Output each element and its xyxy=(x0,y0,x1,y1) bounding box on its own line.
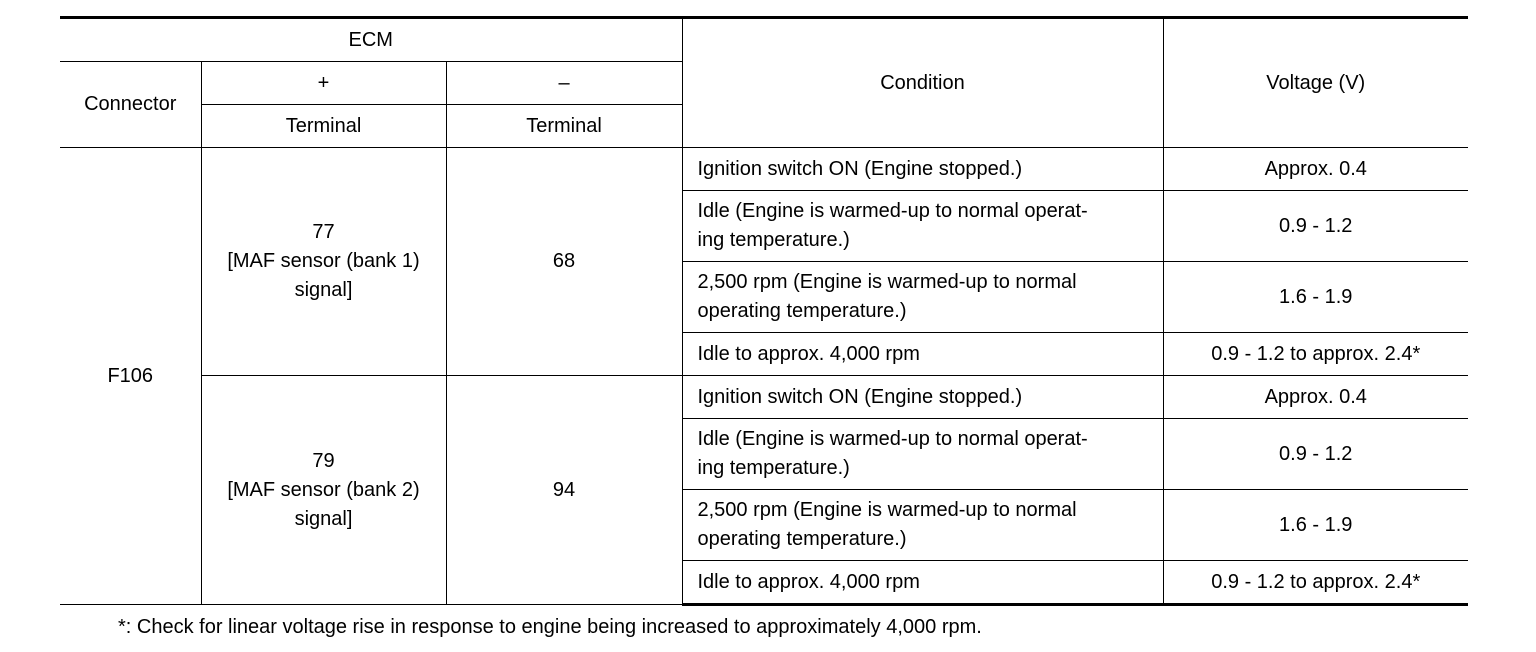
plus-terminal-desc: signal] xyxy=(294,279,353,301)
voltage-cell: 0.9 - 1.2 xyxy=(1163,191,1468,262)
minus-terminal-cell: 94 xyxy=(446,376,682,605)
condition-cell xyxy=(682,419,1163,490)
header-ecm: ECM xyxy=(60,18,682,62)
voltage-cell: 1.6 - 1.9 xyxy=(1163,490,1468,561)
ecm-terminal-voltage-table xyxy=(60,16,1468,606)
plus-terminal-desc: signal] xyxy=(294,507,353,530)
header-minus: – xyxy=(446,62,682,105)
condition-cell xyxy=(682,262,1163,333)
condition-line: Idle (Engine is warmed-up to normal operat- xyxy=(697,428,1088,450)
plus-terminal-number: 77 xyxy=(312,221,335,243)
condition-cell: Idle to approx. 4,000 rpm xyxy=(682,333,1163,376)
voltage-cell: 1.6 - 1.9 xyxy=(1163,262,1468,333)
voltage-cell: 0.9 - 1.2 to approx. 2.4* xyxy=(1163,333,1468,376)
voltage-cell: Approx. 0.4 xyxy=(1163,148,1468,191)
condition-cell xyxy=(682,490,1163,561)
header-row-1 xyxy=(60,18,1468,62)
connector-cell: F106 xyxy=(60,148,201,605)
plus-terminal-desc: [MAF sensor (bank 2) xyxy=(227,478,420,501)
header-condition: Condition xyxy=(682,18,1163,148)
condition-cell: Ignition switch ON (Engine stopped.) xyxy=(682,148,1163,191)
condition-cell: Idle to approx. 4,000 rpm xyxy=(682,561,1163,605)
header-terminal-minus: Terminal xyxy=(446,105,682,148)
plus-terminal-desc: [MAF sensor (bank 1) xyxy=(227,250,420,272)
condition-line: 2,500 rpm (Engine is warmed-up to normal xyxy=(697,499,1077,521)
condition-line: 2,500 rpm (Engine is warmed-up to normal xyxy=(697,271,1077,293)
plus-terminal-cell xyxy=(201,148,446,376)
condition-line: operating temperature.) xyxy=(697,300,907,322)
header-terminal-plus: Terminal xyxy=(201,105,446,148)
minus-terminal-cell: 68 xyxy=(446,148,682,376)
condition-line: Idle (Engine is warmed-up to normal operat- xyxy=(697,200,1088,222)
header-voltage: Voltage (V) xyxy=(1163,18,1468,148)
voltage-cell: 0.9 - 1.2 xyxy=(1163,419,1468,490)
plus-terminal-cell xyxy=(201,376,446,605)
footnote: *: Check for linear voltage rise in response to engine being increased to approximately 4,000 rpm. xyxy=(118,616,982,638)
header-plus: + xyxy=(201,62,446,105)
voltage-cell: Approx. 0.4 xyxy=(1163,376,1468,419)
table-row xyxy=(60,376,1468,419)
plus-terminal-number: 79 xyxy=(312,449,335,472)
voltage-cell: 0.9 - 1.2 to approx. 2.4* xyxy=(1163,561,1468,605)
condition-line: ing temperature.) xyxy=(697,229,850,251)
condition-cell xyxy=(682,191,1163,262)
condition-line: ing temperature.) xyxy=(697,457,850,479)
table-row xyxy=(60,148,1468,191)
condition-line: operating temperature.) xyxy=(697,528,907,550)
condition-cell: Ignition switch ON (Engine stopped.) xyxy=(682,376,1163,419)
header-connector: Connector xyxy=(60,62,201,148)
